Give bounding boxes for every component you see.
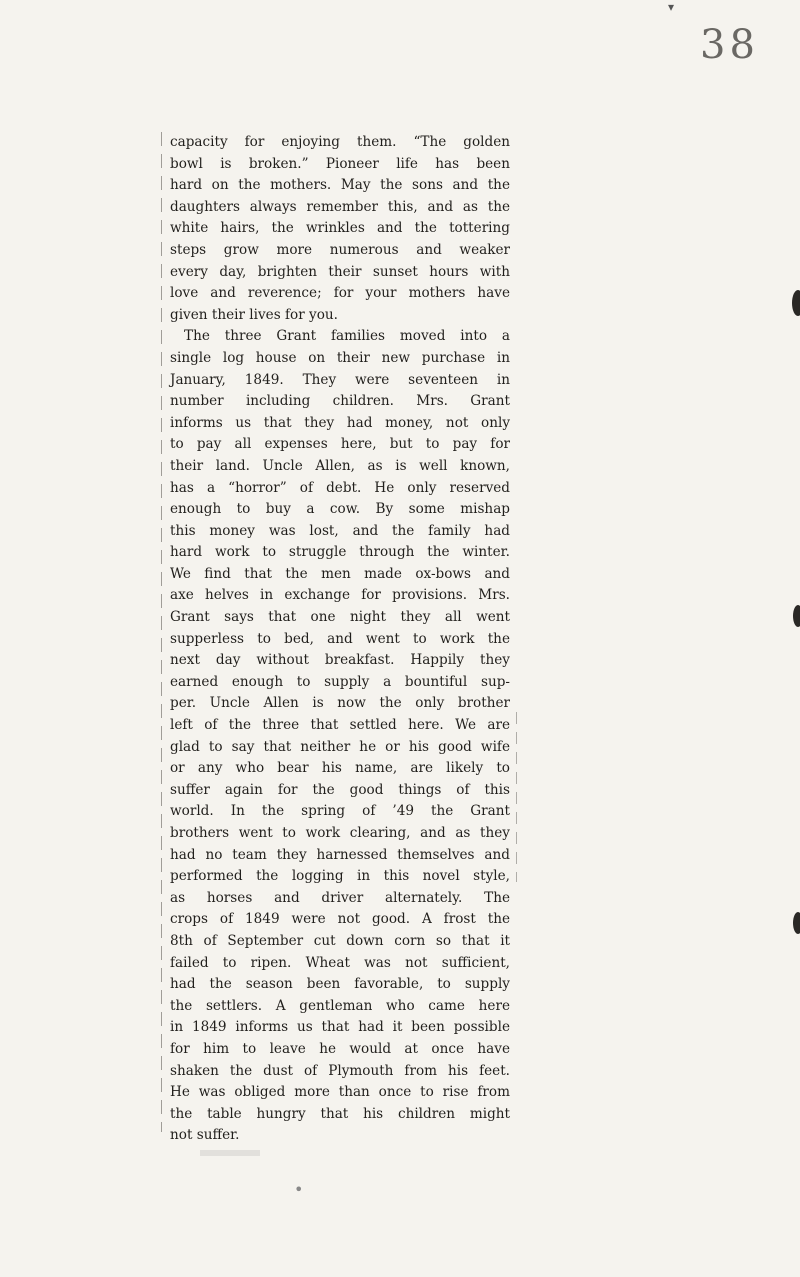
text-line: their land. Uncle Allen, as is well known, [170,457,510,474]
text-line: left of the three that settled here. We are [170,717,510,734]
text-line: hard on the mothers. May the sons and the [170,177,510,194]
text-line: shaken the dust of Plymouth from his feet. [170,1062,510,1079]
text-line: per. Uncle Allen is now the only brother [170,695,510,712]
text-line: this money was lost, and the family had [170,522,510,539]
text-line: every day, brighten their sunset hours with [170,263,510,280]
column-rule-left [161,132,162,1132]
text-line: single log house on their new purchase in [170,349,510,366]
text-line: The three Grant families moved into a [184,328,510,345]
text-line: the settlers. A gentleman who came here [170,997,510,1014]
text-line: failed to ripen. Wheat was not sufficient, [170,954,510,971]
text-line: supperless to bed, and went to work the [170,630,510,647]
article-column [170,132,510,1147]
text-line: earned enough to supply a bountiful sup- [170,673,510,690]
text-line: number including children. Mrs. Grant [170,393,510,410]
text-line: suffer again for the good things of this [170,781,510,798]
scan-mark: ▾ [668,0,675,14]
text-line: has a “horror” of debt. He only reserved [170,479,510,496]
text-line: axe helves in exchange for provisions. Mrs. [170,587,510,604]
text-line: glad to say that neither he or his good wife [170,738,510,755]
text-line: January, 1849. They were seventeen in [170,371,510,388]
text-line: steps grow more numerous and weaker [170,241,510,258]
edge-blot-1 [792,290,800,316]
text-line: as horses and driver alternately. The [170,889,510,906]
text-line: next day without breakfast. Happily they [170,652,510,669]
text-line: hard work to struggle through the winter. [170,544,510,561]
text-line: crops of 1849 were not good. A frost the [170,911,510,928]
text-line: given their lives for you. [170,306,338,323]
text-line: love and reverence; for your mothers have [170,285,510,302]
page-number: 38 [700,22,759,68]
text-line: not suffer. [170,1127,240,1144]
text-line: Grant says that one night they all went [170,609,510,626]
text-line: We find that the men made ox-bows and [170,565,510,582]
text-line: in 1849 informs us that had it been possible [170,1019,510,1036]
text-line: had no team they harnessed themselves and [170,846,510,863]
text-line: to pay all expenses here, but to pay for [170,436,510,453]
text-line: daughters always remember this, and as the [170,198,510,215]
text-line: capacity for enjoying them. “The golden [170,134,510,150]
text-line: He was obliged more than once to rise from [170,1084,510,1101]
text-line: had the season been favorable, to supply [170,976,510,993]
text-line: the table hungry that his children might [170,1105,510,1122]
edge-blot-3 [793,912,800,934]
text-line: performed the logging in this novel style, [170,868,510,885]
text-line: bowl is broken.” Pioneer life has been [170,155,510,172]
ink-speck: • [294,1180,304,1199]
text-line: for him to leave he would at once have [170,1040,510,1057]
text-line: enough to buy a cow. By some mishap [170,501,510,518]
column-rule-right [516,712,517,882]
edge-blot-2 [793,605,800,627]
paper-smudge [200,1150,260,1156]
text-line: 8th of September cut down corn so that it [170,932,510,949]
text-line: world. In the spring of ’49 the Grant [170,803,510,820]
text-line: brothers went to work clearing, and as they [170,825,510,841]
text-line: white hairs, the wrinkles and the tottering [170,220,510,237]
text-line: informs us that they had money, not only [170,414,510,431]
text-line: or any who bear his name, are likely to [170,760,510,777]
